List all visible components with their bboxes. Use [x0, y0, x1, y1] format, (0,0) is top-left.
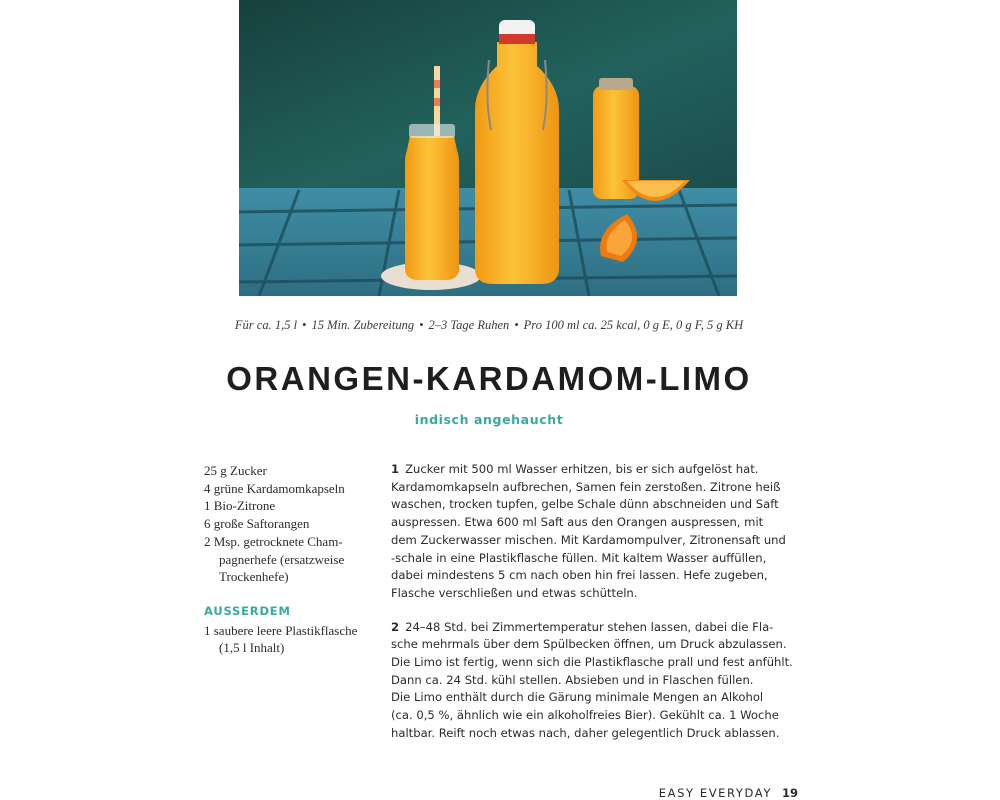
step-text-line: (ca. 0,5 %, ähnlich wie ein alkoholfreies Bier). Gekühlt ca. 1 Woche [391, 708, 779, 723]
step-text-line: dabei mindestens 5 cm nach oben hin frei lassen. Hefe zugeben, [391, 568, 768, 583]
meta-separator: • [419, 318, 424, 332]
footer-section-title: EASY EVERYDAY [658, 786, 772, 800]
step-text-line: sche mehrmals über dem Spülbecken öffnen, um Druck abzulassen. [391, 637, 787, 652]
page-number: 19 [781, 786, 798, 800]
step-text-line: waschen, trocken tupfen, gelbe Schale dünn abschneiden und Saft [391, 497, 779, 512]
meta-separator: • [302, 318, 307, 332]
step-text-line: Flasche verschließen und etwas schütteln. [391, 585, 638, 600]
meta-prep-time: 15 Min. Zubereitung [311, 318, 415, 332]
recipe-photo [239, 0, 737, 296]
extra-list [204, 622, 376, 657]
ingredient-item: 2 Msp. getrocknete Cham-pagnerhefe (ersatzweise Trockenhefe) [204, 533, 345, 585]
recipe-subtitle: indisch angehaucht [414, 412, 564, 427]
recipe-meta [0, 318, 978, 333]
step-text-line: auspressen. Etwa 600 ml Saft aus den Orangen auspressen, mit [391, 515, 764, 530]
step-text-line: Dann ca. 24 Std. kühl stellen. Absieben und in Flaschen füllen. [391, 672, 754, 687]
meta-rest-time: 2–3 Tage Ruhen [428, 318, 510, 332]
step-text-line: Zucker mit 500 ml Wasser erhitzen, bis er sich aufgelöst hat. [405, 462, 759, 476]
ingredient-item: 4 grüne Kardamomkapseln [204, 480, 345, 496]
ingredient-item: 25 g Zucker [204, 463, 267, 478]
step-text-line: 24–48 Std. bei Zimmertemperatur stehen lassen, dabei die Fla- [405, 619, 774, 634]
step-2 [391, 619, 793, 743]
step-1 [391, 461, 786, 603]
extra-heading: AUSSERDEM [204, 603, 291, 618]
step-text-line: -schale in eine Plastikflasche füllen. Mit kaltem Wasser auffüllen, [391, 550, 767, 565]
step-number: 2 [391, 619, 400, 634]
step-text-line: Die Limo enthält durch die Gärung minimale Mengen an Alkohol [391, 690, 764, 705]
step-text-line: Die Limo ist fertig, wenn sich die Plastikflasche prall und fest anfühlt. [391, 655, 793, 670]
meta-nutrition: Pro 100 ml ca. 25 kcal, 0 g E, 0 g F, 5 g KH [523, 318, 744, 332]
ingredient-list [204, 462, 376, 586]
step-text-line: dem Zuckerwasser mischen. Mit Kardamompulver, Zitronensaft und [391, 532, 786, 547]
step-text-line: Kardamomkapseln aufbrechen, Samen fein zerstoßen. Zitrone heiß [391, 479, 781, 494]
meta-separator: • [514, 318, 519, 332]
ingredients-column [204, 462, 376, 657]
step-number: 1 [391, 462, 400, 476]
ingredient-item: 6 große Saftorangen [204, 516, 310, 532]
page-footer [659, 786, 798, 800]
extra-item: 1 saubere leere Plastikflasche (1,5 l Inhalt) [204, 622, 358, 656]
instructions-column [391, 461, 793, 759]
recipe-title: ORANGEN-KARDAMOM-LIMO [226, 360, 752, 397]
step-text-line: haltbar. Reift noch etwas nach, daher gelegentlich Druck ablassen. [391, 725, 780, 740]
ingredient-item: 1 Bio-Zitrone [204, 498, 276, 514]
meta-yield: Für ca. 1,5 l [234, 318, 298, 332]
